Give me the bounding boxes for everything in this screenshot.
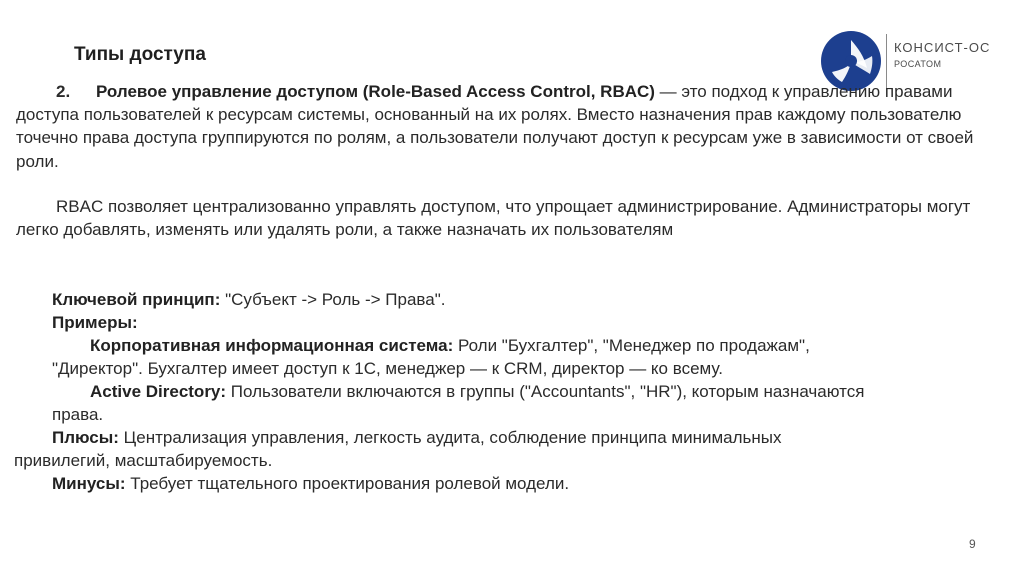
example2-line1 [90, 380, 864, 403]
logo-text-rosatom: РОСАТОМ [894, 59, 942, 69]
example2-text-line2: права. [52, 405, 104, 424]
example2-text-line1: Пользователи включаются в группы ("Accountants", "HR"), которым назначаются [226, 382, 865, 401]
example1-label: Корпоративная информационная система: [90, 336, 454, 355]
pros-text-line1: Централизация управления, легкость аудита, соблюдение принципа минимальных [118, 428, 782, 447]
logo-text-company: КОНСИСТ-ОС [894, 40, 991, 55]
example2-line2 [52, 403, 103, 426]
pros-label: Плюсы: [52, 428, 119, 447]
pros-line1 [52, 426, 782, 449]
examples-label: Примеры: [52, 313, 138, 332]
key-principle-line [52, 288, 445, 311]
cons-line [52, 472, 569, 495]
pros-text-line2: привилегий, масштабируемость. [14, 451, 273, 470]
pros-line2 [14, 449, 272, 472]
example1-line1 [90, 334, 810, 357]
rbac-admin-paragraph [16, 195, 976, 241]
example1-text-line1: Роли "Бухгалтер", "Менеджер по продажам", [453, 336, 810, 355]
page-number: 9 [969, 537, 976, 551]
cons-label: Минусы: [52, 474, 126, 493]
example1-line2 [52, 357, 723, 380]
cons-text: Требует тщательного проектирования ролевой модели. [125, 474, 570, 493]
example1-text-line2: "Директор". Бухгалтер имеет доступ к 1С, менеджер — к CRM, директор — ко всему. [52, 359, 723, 378]
examples-line [52, 311, 138, 334]
key-principle-label: Ключевой принцип: [52, 290, 221, 309]
section-number: 2. [56, 82, 71, 101]
section-heading: Ролевое управление доступом (Role-Based Access Control, RBAC) [96, 82, 655, 101]
section-lead-text: — это подход к управлению правами доступа пользователей к ресурсам системы, основанный на их ролях. Вместо назначения прав каждому пользователю точечно права доступа группируются по ролям, а пользователи получают доступ к ресурсам уже в зависимости от своей роли. [16, 82, 974, 171]
example2-label: Active Directory: [90, 382, 227, 401]
paragraph2-text: RBAC позволяет централизованно управлять доступом, что упрощает администрирование. Администраторы могут легко добавлять, изменять или удалять роли, а также назначать их пользователям [16, 197, 971, 240]
key-principle-text: "Субъект -> Роль -> Права". [220, 290, 446, 309]
rbac-definition-paragraph [16, 80, 976, 173]
slide-title: Типы доступа [74, 44, 206, 65]
